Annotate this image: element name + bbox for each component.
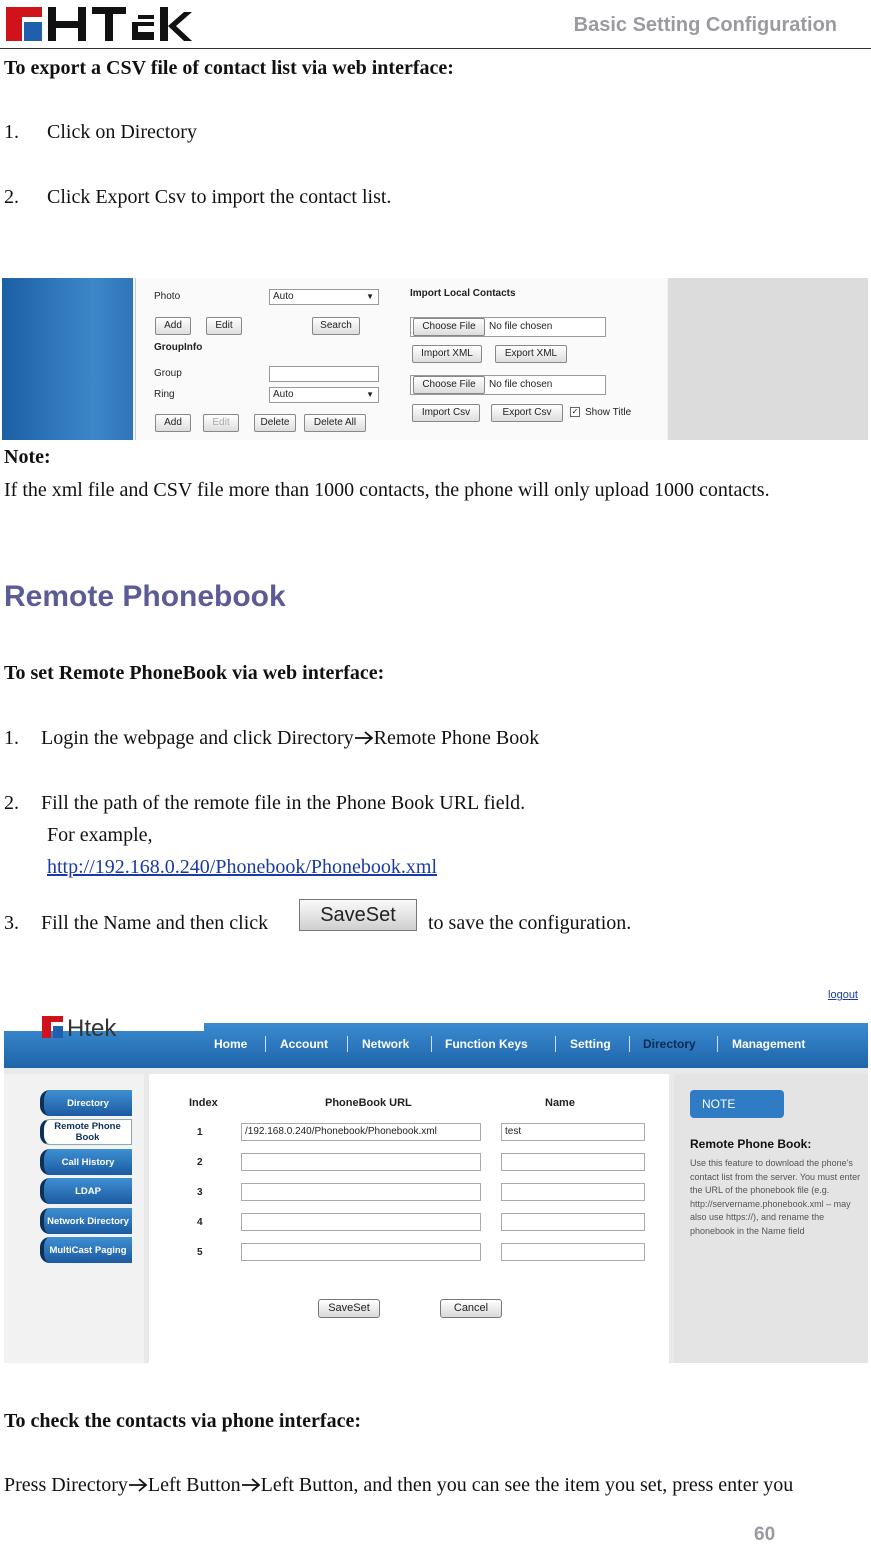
phonebook-url-input[interactable] <box>241 1243 481 1261</box>
group-info-label: GroupInfo <box>154 342 203 353</box>
note-title: Remote Phone Book: <box>690 1137 812 1151</box>
export-xml-button[interactable]: Export XML <box>495 345 567 363</box>
note-badge: NOTE <box>690 1090 784 1118</box>
section-title: Remote Phonebook <box>4 580 286 613</box>
import-local-title: Import Local Contacts <box>410 288 516 299</box>
cancel-button[interactable]: Cancel <box>440 1299 502 1318</box>
ring-select[interactable]: Auto ▼ <box>269 387 379 403</box>
remote-step-3-num: 3. <box>4 912 19 934</box>
no-file-text: No file chosen <box>489 379 553 390</box>
sidebar-item-multicast-paging[interactable]: MultiCast Paging <box>40 1237 132 1263</box>
group-label: Group <box>154 368 182 379</box>
header-title: Basic Setting Configuration <box>573 14 837 36</box>
nav-account[interactable]: Account <box>280 1037 328 1051</box>
arrow-right-icon <box>354 731 374 745</box>
check-text-c: Left Button, and then you can see the item you set, press enter you <box>260 1474 794 1496</box>
show-title-checkbox[interactable]: ✓ <box>571 407 579 416</box>
export-step-1: Click on Directory <box>47 121 197 143</box>
choose-file-button[interactable]: Choose File <box>413 376 485 394</box>
nav-separator <box>555 1036 556 1052</box>
phonebook-name-input[interactable] <box>501 1183 645 1201</box>
phonebook-name-input[interactable]: test <box>501 1123 645 1141</box>
note-description: Use this feature to download the phone's contact list from the server. You must enter the URL of the phonebook file (e.g. http://servername.phonebook.xml – may also use https://), and rename the phonebook in the Name field <box>690 1158 861 1236</box>
example-label: For example, <box>47 824 153 846</box>
photo-label: Photo <box>154 291 181 302</box>
step-1-text-b: Remote Phone Book <box>373 727 540 749</box>
export-step-2: Click Export Csv to import the contact list. <box>47 186 392 208</box>
photo-select[interactable]: Auto ▼ <box>269 289 379 305</box>
check-heading: To check the contacts via phone interface: <box>4 1410 361 1432</box>
phonebook-url-input[interactable] <box>241 1183 481 1201</box>
remote-step-1 <box>41 727 539 750</box>
screenshot-sidebar <box>2 278 133 440</box>
export-step-1-num: 1. <box>4 121 19 143</box>
choose-file-button[interactable]: Choose File <box>413 318 485 336</box>
logout-link[interactable]: logout <box>828 989 858 1001</box>
remote-phonebook-screenshot <box>4 986 868 1363</box>
phonebook-url-input[interactable]: /192.168.0.240/Phonebook/Phonebook.xml <box>241 1123 481 1141</box>
add-group-button[interactable]: Add <box>155 414 191 432</box>
sidebar-item-network-directory[interactable]: Network Directory <box>40 1208 132 1234</box>
htek-logo <box>4 4 192 44</box>
remote-step-2: Fill the path of the remote file in the Phone Book URL field. <box>41 792 526 814</box>
column-phonebook-url: PhoneBook URL <box>325 1097 412 1109</box>
chevron-down-icon: ▼ <box>366 292 374 301</box>
check-text-a: Press Directory <box>4 1474 128 1496</box>
phonebook-name-input[interactable] <box>501 1213 645 1231</box>
phonebook-url-input[interactable] <box>241 1213 481 1231</box>
file-chooser-1[interactable] <box>410 317 606 337</box>
import-xml-button[interactable]: Import XML <box>412 345 482 363</box>
remote-step-3-a: Fill the Name and then click <box>41 912 269 934</box>
phonebook-name-input[interactable] <box>501 1153 645 1171</box>
chevron-down-icon: ▼ <box>366 390 374 399</box>
row-index: 4 <box>197 1217 203 1228</box>
edit-group-button[interactable]: Edit <box>203 414 239 432</box>
import-csv-button[interactable]: Import Csv <box>412 404 480 422</box>
row-index: 5 <box>197 1247 203 1258</box>
nav-separator <box>629 1036 630 1052</box>
arrow-right-icon <box>241 1478 261 1492</box>
row-index: 3 <box>197 1187 203 1198</box>
show-title-label: Show Title <box>585 407 632 418</box>
check-text-b: Left Button <box>147 1474 241 1496</box>
note-label: Note: <box>4 446 51 468</box>
nav-separator <box>431 1036 432 1052</box>
sidebar-item-ldap[interactable]: LDAP <box>40 1178 132 1204</box>
check-text <box>4 1474 793 1497</box>
export-csv-button[interactable]: Export Csv <box>491 404 563 422</box>
row-index: 2 <box>197 1157 203 1168</box>
column-name: Name <box>545 1097 575 1109</box>
file-chooser-2[interactable] <box>410 375 606 395</box>
web-htek-logo <box>42 1014 148 1040</box>
row-index: 1 <box>197 1127 203 1138</box>
nav-home[interactable]: Home <box>214 1037 248 1051</box>
sidebar-item-call-history[interactable]: Call History <box>40 1149 132 1175</box>
no-file-text: No file chosen <box>489 321 553 332</box>
group-input[interactable] <box>269 366 379 382</box>
nav-management[interactable]: Management <box>732 1037 806 1051</box>
export-heading: To export a CSV file of contact list via web interface: <box>4 57 454 79</box>
add-button[interactable]: Add <box>155 317 191 335</box>
arrow-right-icon <box>128 1478 148 1492</box>
remote-heading: To set Remote PhoneBook via web interface: <box>4 662 385 684</box>
edit-button[interactable]: Edit <box>206 317 242 335</box>
nav-function-keys[interactable]: Function Keys <box>445 1037 528 1051</box>
note-text: If the xml file and CSV file more than 1000 contacts, the phone will only upload 1000 contacts. <box>4 479 770 501</box>
page-number: 60 <box>754 1524 776 1544</box>
remote-step-1-num: 1. <box>4 727 19 749</box>
screenshot-note-area <box>668 278 868 440</box>
nav-network[interactable]: Network <box>362 1037 410 1051</box>
nav-separator <box>347 1036 348 1052</box>
saveset-inline-button[interactable]: SaveSet <box>299 899 417 931</box>
svg-text:Htek: Htek <box>67 1015 117 1040</box>
remote-step-2-num: 2. <box>4 792 19 814</box>
nav-separator <box>717 1036 718 1052</box>
search-button[interactable]: Search <box>312 317 360 335</box>
column-index: Index <box>189 1097 218 1109</box>
step-1-text-a: Login the webpage and click Directory <box>41 727 354 749</box>
contacts-screenshot <box>2 278 868 440</box>
sidebar-item-directory[interactable]: Directory <box>40 1090 132 1116</box>
saveset-button[interactable]: SaveSet <box>318 1299 380 1318</box>
export-step-2-num: 2. <box>4 186 19 208</box>
ring-label: Ring <box>154 389 175 400</box>
delete-all-button[interactable]: Delete All <box>304 414 366 432</box>
nav-separator <box>265 1036 266 1052</box>
example-url-link[interactable]: http://192.168.0.240/Phonebook/Phonebook.xml <box>47 856 438 878</box>
sidebar-item-remote-phone-book[interactable]: Remote Phone Book <box>40 1119 132 1145</box>
phonebook-name-input[interactable] <box>501 1243 645 1261</box>
nav-setting[interactable]: Setting <box>570 1037 611 1051</box>
nav-directory[interactable]: Directory <box>643 1037 696 1051</box>
remote-step-3-b: to save the configuration. <box>428 912 632 934</box>
delete-button[interactable]: Delete <box>254 414 296 432</box>
phonebook-url-input[interactable] <box>241 1153 481 1171</box>
header-divider <box>0 48 871 49</box>
